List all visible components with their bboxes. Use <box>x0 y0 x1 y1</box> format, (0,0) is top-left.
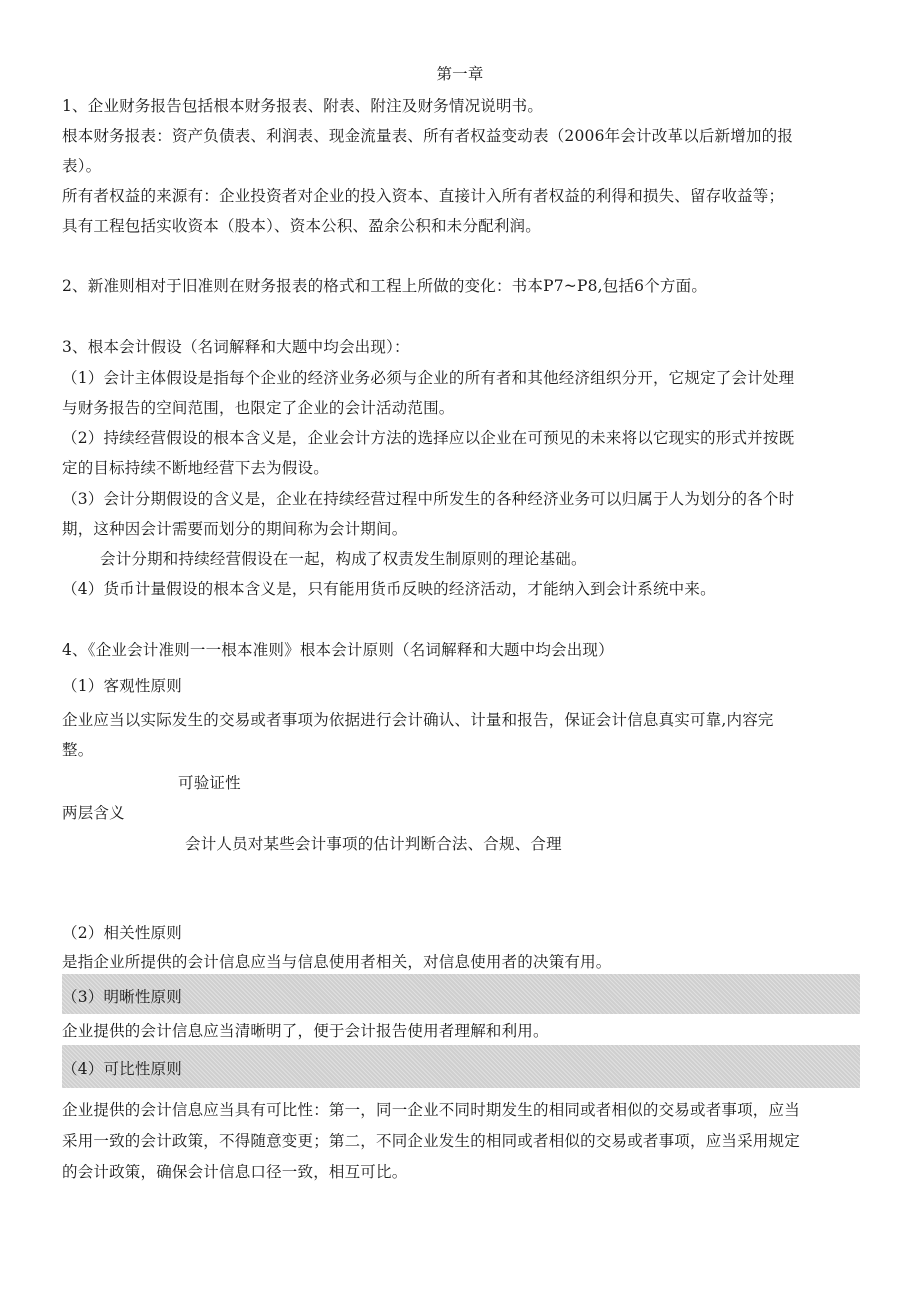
principle-1-title: （1）客观性原则 <box>62 677 182 695</box>
assumption-1-line-1: （1）会计主体假设是指每个企业的经济业务必须与企业的所有者和其他经济组织分开，它规定了会计处理 <box>62 369 795 387</box>
section-1-line-5: 具有工程包括实收资本（股本）、资本公积、盈余公积和未分配利润。 <box>62 217 541 235</box>
assumption-4-line-1: （4）货币计量假设的根本含义是，只有能用货币反映的经济活动，才能纳入到会计系统中来。 <box>62 580 716 598</box>
principle-3-title: （3）明晰性原则 <box>62 988 182 1006</box>
section-3-heading: 3、根本会计假设（名词解释和大题中均会出现）： <box>62 338 410 356</box>
principle-4-text-line-2: 采用一致的会计政策，不得随意变更；第二，不同企业发生的相同或者相似的交易或者事项，应当采用规定 <box>62 1132 800 1150</box>
principle-2-title: （2）相关性原则 <box>62 924 182 942</box>
section-1-line-1: 1、企业财务报告包括根本财务报表、附表、附注及财务情况说明书。 <box>62 97 544 115</box>
assumption-2-line-1: （2）持续经营假设的根本含义是，企业会计方法的选择应以企业在可预见的未来将以它现实的形式并按既 <box>62 429 795 447</box>
assumption-note: 会计分期和持续经营假设在一起，构成了权责发生制原则的理论基础。 <box>100 550 587 568</box>
principle-4-text-line-1: 企业提供的会计信息应当具有可比性：第一，同一企业不同时期发生的相同或者相似的交易或者事项，应当 <box>62 1101 800 1119</box>
principle-4-text-line-3: 的会计政策，确保会计信息口径一致，相互可比。 <box>62 1163 408 1181</box>
principle-2-text: 是指企业所提供的会计信息应当与信息使用者相关，对信息使用者的决策有用。 <box>62 953 612 971</box>
assumption-2-line-2: 定的目标持续不断地经营下去为假设。 <box>62 459 329 477</box>
principle-4-title: （4）可比性原则 <box>62 1060 182 1078</box>
principle-1-text-line-2: 整。 <box>62 741 94 759</box>
section-1-line-2: 根本财务报表：资产负债表、利润表、现金流量表、所有者权益变动表（2006年会计改革以后新增加的报 <box>62 127 794 145</box>
assumption-3-line-2: 期，这种因会计需要而划分的期间称为会计期间。 <box>62 520 408 538</box>
section-1-line-4: 所有者权益的来源有：企业投资者对企业的投入资本、直接计入所有者权益的利得和损失、留存收益等； <box>62 187 785 205</box>
section-1-line-3: 表）。 <box>62 157 102 175</box>
assumption-1-line-2: 与财务报告的空间范围，也限定了企业的会计活动范围。 <box>62 399 455 417</box>
assumption-3-line-1: （3）会计分期假设的含义是，企业在持续经营过程中所发生的各种经济业务可以归属于人为划分的各个时 <box>62 490 795 508</box>
meaning-item-2: 会计人员对某些会计事项的估计判断合法、合规、合理 <box>185 835 562 853</box>
section-4-heading: 4、《企业会计准则一一根本准则》根本会计原则（名词解释和大题中均会出现） <box>62 641 614 659</box>
chapter-title: 第一章 <box>436 65 484 83</box>
meaning-item-1: 可验证性 <box>178 774 241 792</box>
section-2-line-1: 2、新准则相对于旧准则在财务报表的格式和工程上所做的变化：书本P7~P8,包括6个方面。 <box>62 277 708 295</box>
meaning-label: 两层含义 <box>62 804 125 822</box>
principle-1-text-line-1: 企业应当以实际发生的交易或者事项为依据进行会计确认、计量和报告，保证会计信息真实可靠,内容完 <box>62 711 774 729</box>
principle-3-text: 企业提供的会计信息应当清晰明了，便于会计报告使用者理解和利用。 <box>62 1022 549 1040</box>
